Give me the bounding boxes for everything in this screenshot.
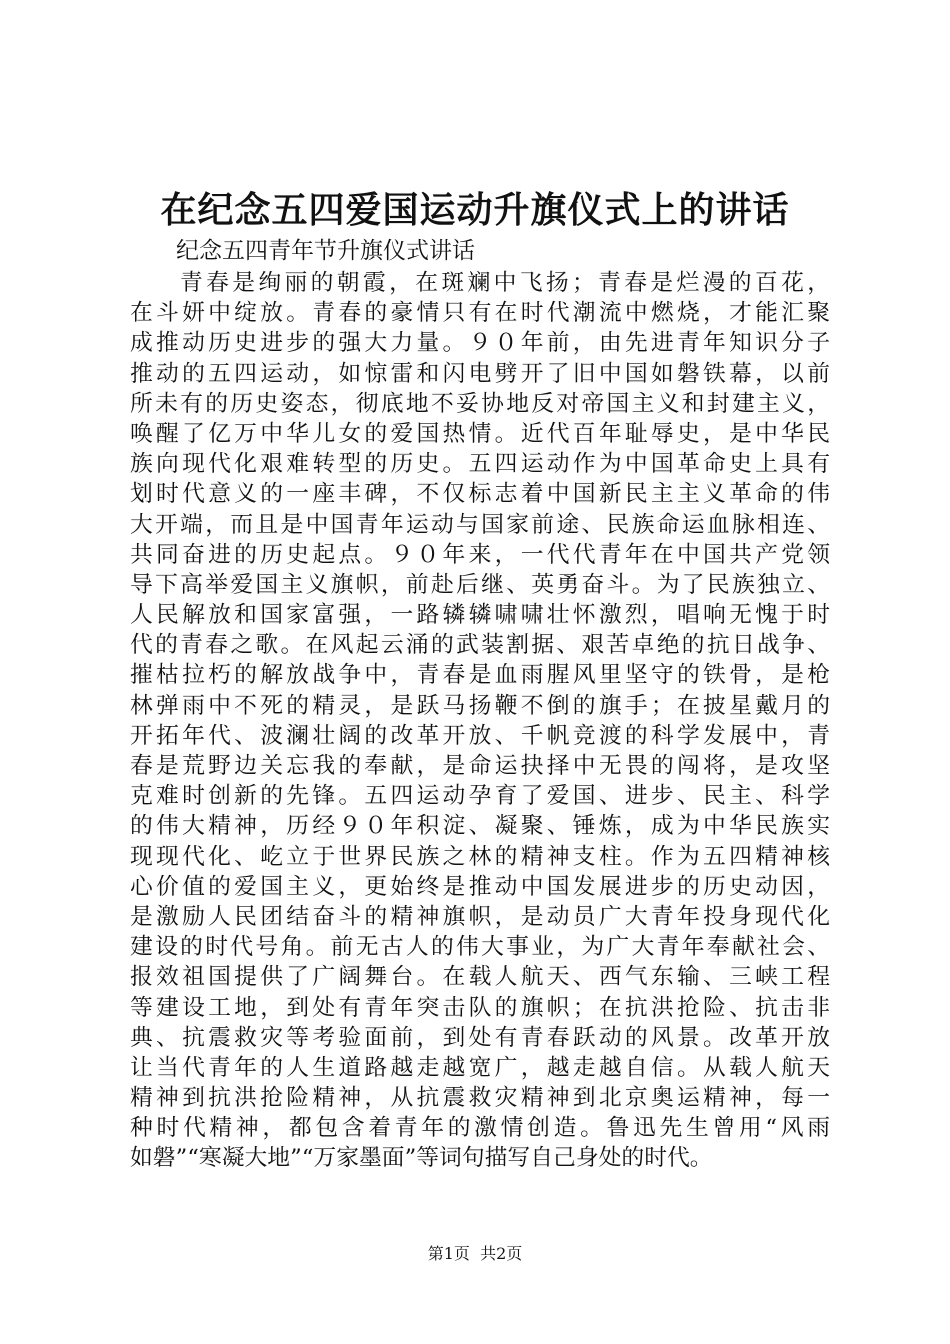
body-line: 种时代精神，都包含着青年的激情创造。鲁迅先生曾用“风雨: [130, 1115, 830, 1142]
body-line: 林弹雨中不死的精灵，是跃马扬鞭不倒的旗手；在披星戴月的: [130, 692, 830, 719]
document-title: 在纪念五四爱国运动升旗仪式上的讲话: [160, 189, 790, 231]
body-line: 成推动历史进步的强大力量。９０年前，由先进青年知识分子: [130, 330, 830, 357]
body-line: 代的青春之歌。在风起云涌的武装割据、艰苦卓绝的抗日战争、: [130, 632, 830, 659]
body-line: 让当代青年的人生道路越走越宽广，越走越自信。从载人航天: [130, 1054, 830, 1081]
body-line: 人民解放和国家富强，一路辚辚啸啸壮怀激烈，唱响无愧于时: [130, 602, 830, 629]
body-line: 族向现代化艰难转型的历史。五四运动作为中国革命史上具有: [130, 451, 830, 478]
body-line: 等建设工地，到处有青年突击队的旗帜；在抗洪抢险、抗击非: [130, 994, 830, 1021]
body-line: 所未有的历史姿态，彻底地不妥协地反对帝国主义和封建主义，: [130, 390, 830, 417]
body-line: 是激励人民团结奋斗的精神旗帜，是动员广大青年投身现代化: [130, 903, 830, 930]
body-line: 如磐”“寒凝大地”“万家墨面”等词句描写自己身处的时代。: [130, 1145, 713, 1172]
document-subtitle: 纪念五四青年节升旗仪式讲话: [176, 238, 475, 264]
body-line: 推动的五四运动，如惊雷和闪电劈开了旧中国如磐铁幕，以前: [130, 360, 830, 387]
body-line: 春是荒野边关忘我的奉献，是命运抉择中无畏的闯将，是攻坚: [130, 753, 830, 779]
body-line: 划时代意义的一座丰碑，不仅标志着中国新民主主义革命的伟: [130, 481, 830, 508]
body-line: 在斗妍中绽放。青春的豪情只有在时代潮流中燃烧，才能汇聚: [130, 300, 830, 327]
page-number: 第1页: [427, 1244, 470, 1263]
body-line: 精神到抗洪抢险精神，从抗震救灾精神到北京奥运精神，每一: [130, 1085, 830, 1112]
body-line: 克难时创新的先锋。五四运动孕育了爱国、进步、民主、科学: [130, 783, 830, 810]
body-line: 心价值的爱国主义，更始终是推动中国发展进步的历史动因，: [130, 873, 830, 900]
body-line: 导下高举爱国主义旗帜，前赴后继、英勇奋斗。为了民族独立、: [130, 571, 830, 598]
body-line: 的伟大精神，历经９０年积淀、凝聚、锤炼，成为中华民族实: [130, 813, 830, 840]
body-line: 唤醒了亿万中华儿女的爱国热情。近代百年耻辱史，是中华民: [130, 420, 830, 447]
page-total: 共2页: [480, 1244, 523, 1263]
body-line: 青春是绚丽的朝霞，在斑斓中飞扬；青春是烂漫的百花，: [180, 270, 830, 296]
body-line: 典、抗震救灾等考验面前，到处有青春跃动的风景。改革开放: [130, 1024, 830, 1051]
body-line: 现现代化、屹立于世界民族之林的精神支柱。作为五四精神核: [130, 843, 830, 870]
page-footer: [0, 1244, 950, 1264]
body-paragraph: [130, 268, 830, 1174]
body-line: 共同奋进的历史起点。９０年来，一代代青年在中国共产党领: [130, 541, 830, 568]
body-line: 摧枯拉朽的解放战争中，青春是血雨腥风里坚守的铁骨，是枪: [130, 662, 830, 689]
body-line: 大开端，而且是中国青年运动与国家前途、民族命运血脉相连、: [130, 511, 830, 538]
body-line: 报效祖国提供了广阔舞台。在载人航天、西气东输、三峡工程: [130, 964, 830, 991]
body-line: 开拓年代、波澜壮阔的改革开放、千帆竞渡的科学发展中，青: [130, 722, 830, 749]
body-line: 建设的时代号角。前无古人的伟大事业，为广大青年奉献社会、: [130, 934, 830, 961]
